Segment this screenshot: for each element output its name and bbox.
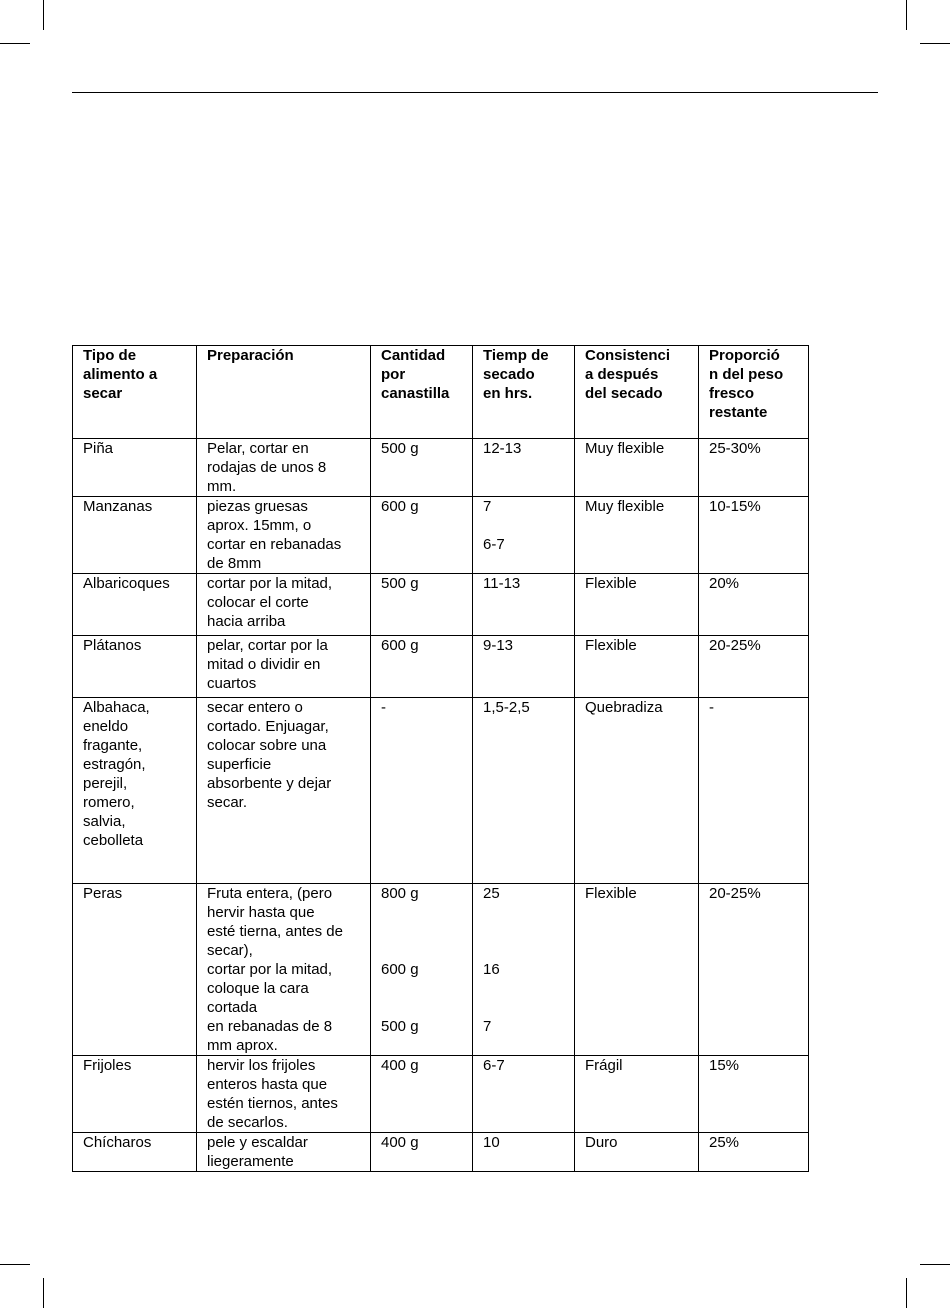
table-cell: Manzanas [73,497,197,574]
table-cell: 20-25% [699,884,809,1056]
crop-mark [43,0,44,30]
table-cell: Piña [73,439,197,497]
table-cell: - [699,698,809,884]
table-row [73,636,809,698]
table-cell: pelar, cortar por la mitad o dividir en cuartos [197,636,371,698]
table-cell: 20-25% [699,636,809,698]
table-cell: Duro [575,1133,699,1172]
table-row [73,884,809,1056]
table-cell: Fruta entera, (pero hervir hasta que esté tierna, antes de secar), cortar por la mitad, coloque la cara cortada en rebanadas de 8 mm aprox. [197,884,371,1056]
table-cell: Frijoles [73,1056,197,1133]
crop-mark [906,0,907,30]
table-cell: Plátanos [73,636,197,698]
table-cell: pele y escaldar liegeramente [197,1133,371,1172]
crop-mark [920,1264,950,1265]
column-header: Preparación [197,346,371,439]
table-cell: Peras [73,884,197,1056]
table-cell: 400 g [371,1056,473,1133]
table-cell: Albaricoques [73,574,197,636]
table-cell: Flexible [575,884,699,1056]
table-row [73,1133,809,1172]
table-cell: Muy flexible [575,439,699,497]
crop-mark [906,1278,907,1308]
table-row [73,497,809,574]
column-header: Cantidad por canastilla [371,346,473,439]
table-cell: 400 g [371,1133,473,1172]
table-cell: 1,5-2,5 [473,698,575,884]
drying-table [72,345,809,1172]
table-cell: 7 6-7 [473,497,575,574]
table-cell: 10 [473,1133,575,1172]
crop-mark [0,1264,30,1265]
table-cell: 600 g [371,636,473,698]
table-cell: 11-13 [473,574,575,636]
table-cell: 15% [699,1056,809,1133]
crop-mark [920,43,950,44]
table-cell: 20% [699,574,809,636]
table-cell: 10-15% [699,497,809,574]
header-rule [72,92,878,93]
table-cell: hervir los frijoles enteros hasta que estén tiernos, antes de secarlos. [197,1056,371,1133]
table-cell: 12-13 [473,439,575,497]
table-cell: Frágil [575,1056,699,1133]
table-cell: piezas gruesas aprox. 15mm, o cortar en rebanadas de 8mm [197,497,371,574]
table-cell: Pelar, cortar en rodajas de unos 8 mm. [197,439,371,497]
table-cell: 500 g [371,439,473,497]
table-cell: 6-7 [473,1056,575,1133]
table-cell: Albahaca, eneldo fragante, estragón, perejil, romero, salvia, cebolleta [73,698,197,884]
column-header: Consistenci a después del secado [575,346,699,439]
table-cell: 25-30% [699,439,809,497]
table-cell: Flexible [575,636,699,698]
table-cell: Quebradiza [575,698,699,884]
table-cell: Muy flexible [575,497,699,574]
table-row [73,698,809,884]
table-cell: 9-13 [473,636,575,698]
table-cell: 25% [699,1133,809,1172]
table-cell: 25 16 7 [473,884,575,1056]
table-cell: secar entero o cortado. Enjuagar, colocar sobre una superficie absorbente y dejar secar. [197,698,371,884]
table-row [73,439,809,497]
crop-mark [0,43,30,44]
table-row [73,1056,809,1133]
table-cell: - [371,698,473,884]
table-row [73,574,809,636]
table-cell: Flexible [575,574,699,636]
table-cell: cortar por la mitad, colocar el corte hacia arriba [197,574,371,636]
table-cell: 500 g [371,574,473,636]
column-header: Tipo de alimento a secar [73,346,197,439]
table-cell: 600 g [371,497,473,574]
column-header: Proporció n del peso fresco restante [699,346,809,439]
column-header: Tiemp de secado en hrs. [473,346,575,439]
table-cell: Chícharos [73,1133,197,1172]
crop-mark [43,1278,44,1308]
table-header-row [73,346,809,439]
table-cell: 800 g 600 g 500 g [371,884,473,1056]
